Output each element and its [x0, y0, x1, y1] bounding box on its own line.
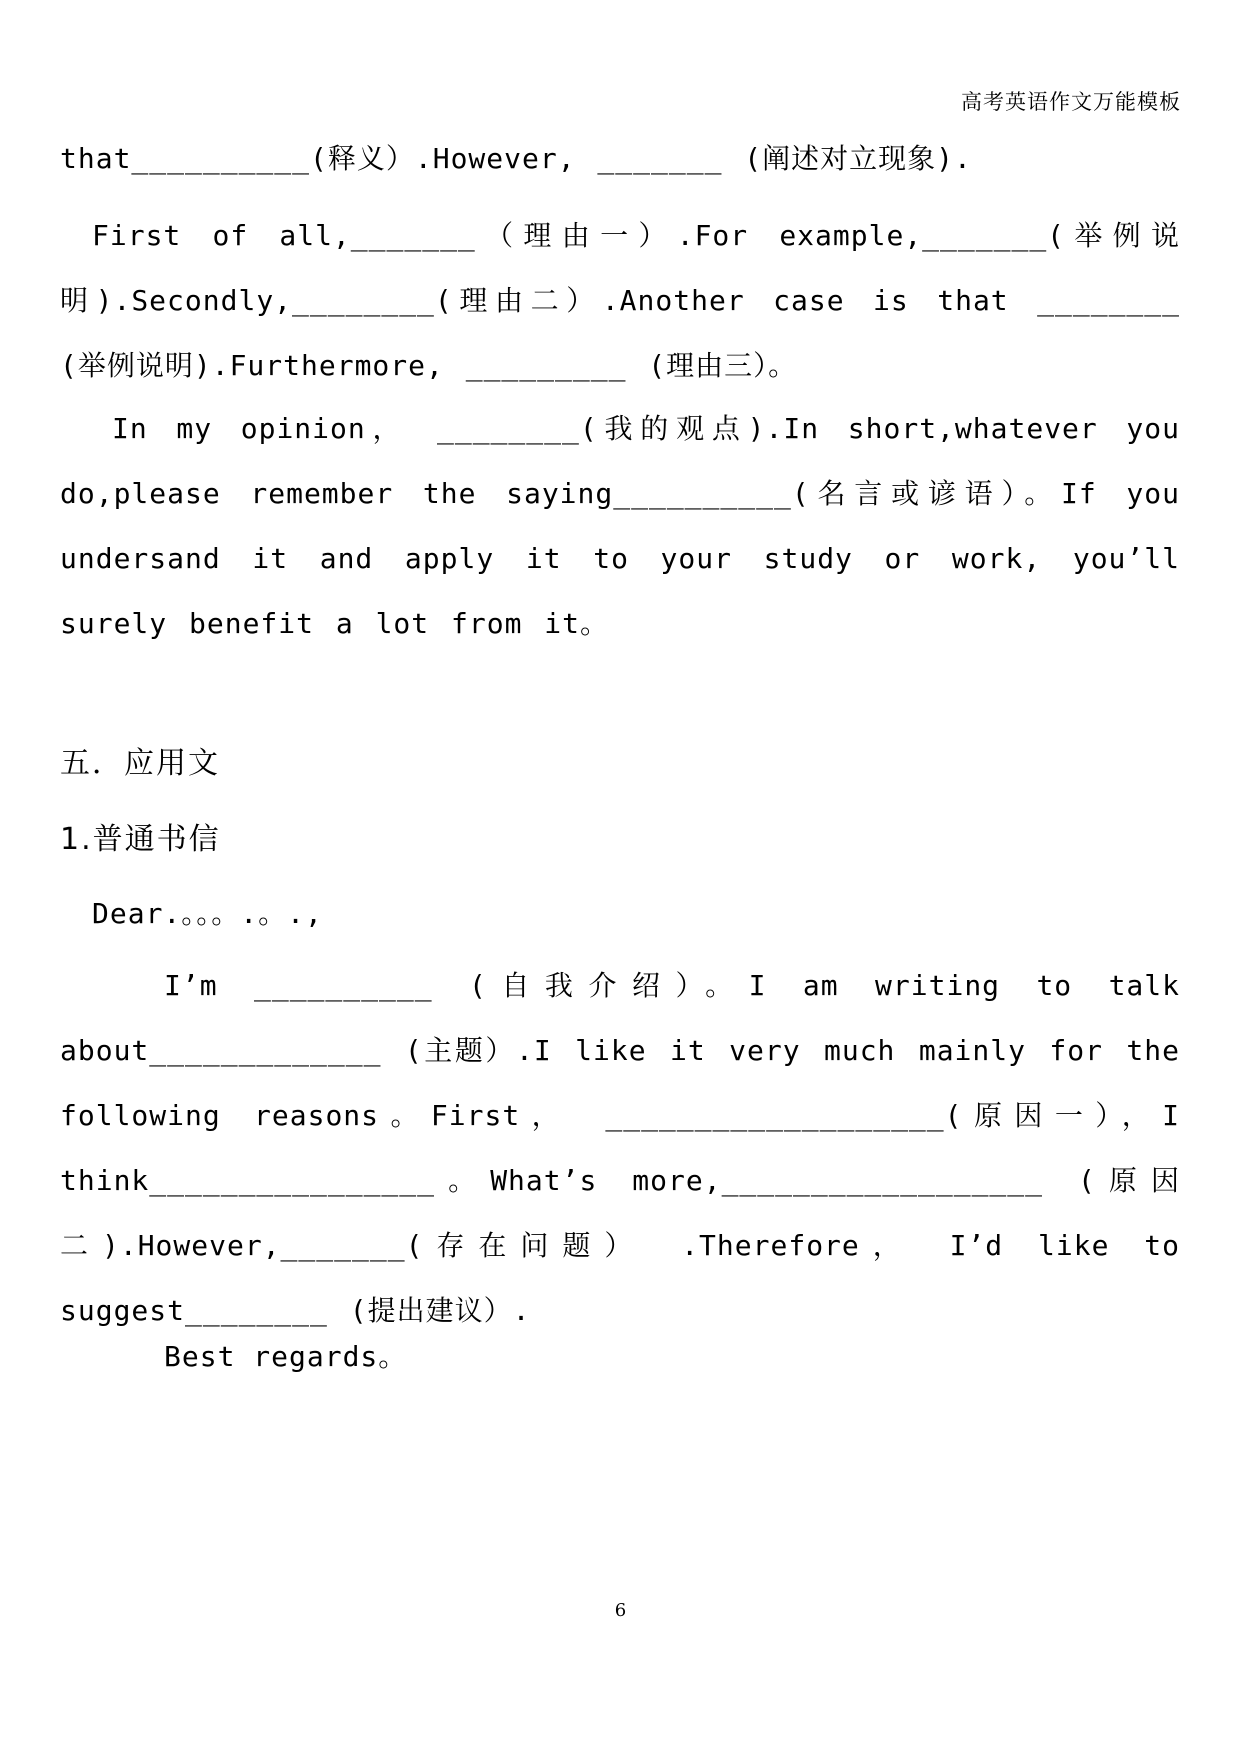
- section-heading: 五．应用文: [60, 746, 220, 781]
- paragraph-opinion: In my opinion， ________(我的观点).In short,whatever you do,please remember the saying__________(名言或谚语）。If you undersand it and apply it to your study or work, you’ll surely benefit a lot from it。: [60, 412, 1180, 640]
- letter-closing: Best regards。: [164, 1340, 408, 1373]
- letter-greeting: Dear.。。。.。.,: [92, 897, 323, 930]
- running-header: 高考英语作文万能模板: [961, 90, 1181, 114]
- paragraph-reasons: First of all,_______（理由一）.For example,_______(举例说明).Secondly,________(理由二）.Another case is that ________ (举例说明).Furthermore, _________ (理由三）。: [60, 219, 1180, 382]
- page-number: 6: [614, 1600, 627, 1621]
- paragraph-intro-end: that__________(释义）.However, _______ (阐述对立现象).: [60, 142, 972, 175]
- subsection-heading: 1.普通书信: [60, 822, 221, 857]
- letter-body: I’m __________ (自我介绍）。I am writing to talk about_____________ (主题）.I like it very much mainly for the following reasons。First， ___________________(原因一），I think________________。What’s more,__________________ (原因二).However,_______(存在问题） .Therefore， I’d like to suggest________ (提出建议）.: [60, 969, 1180, 1327]
